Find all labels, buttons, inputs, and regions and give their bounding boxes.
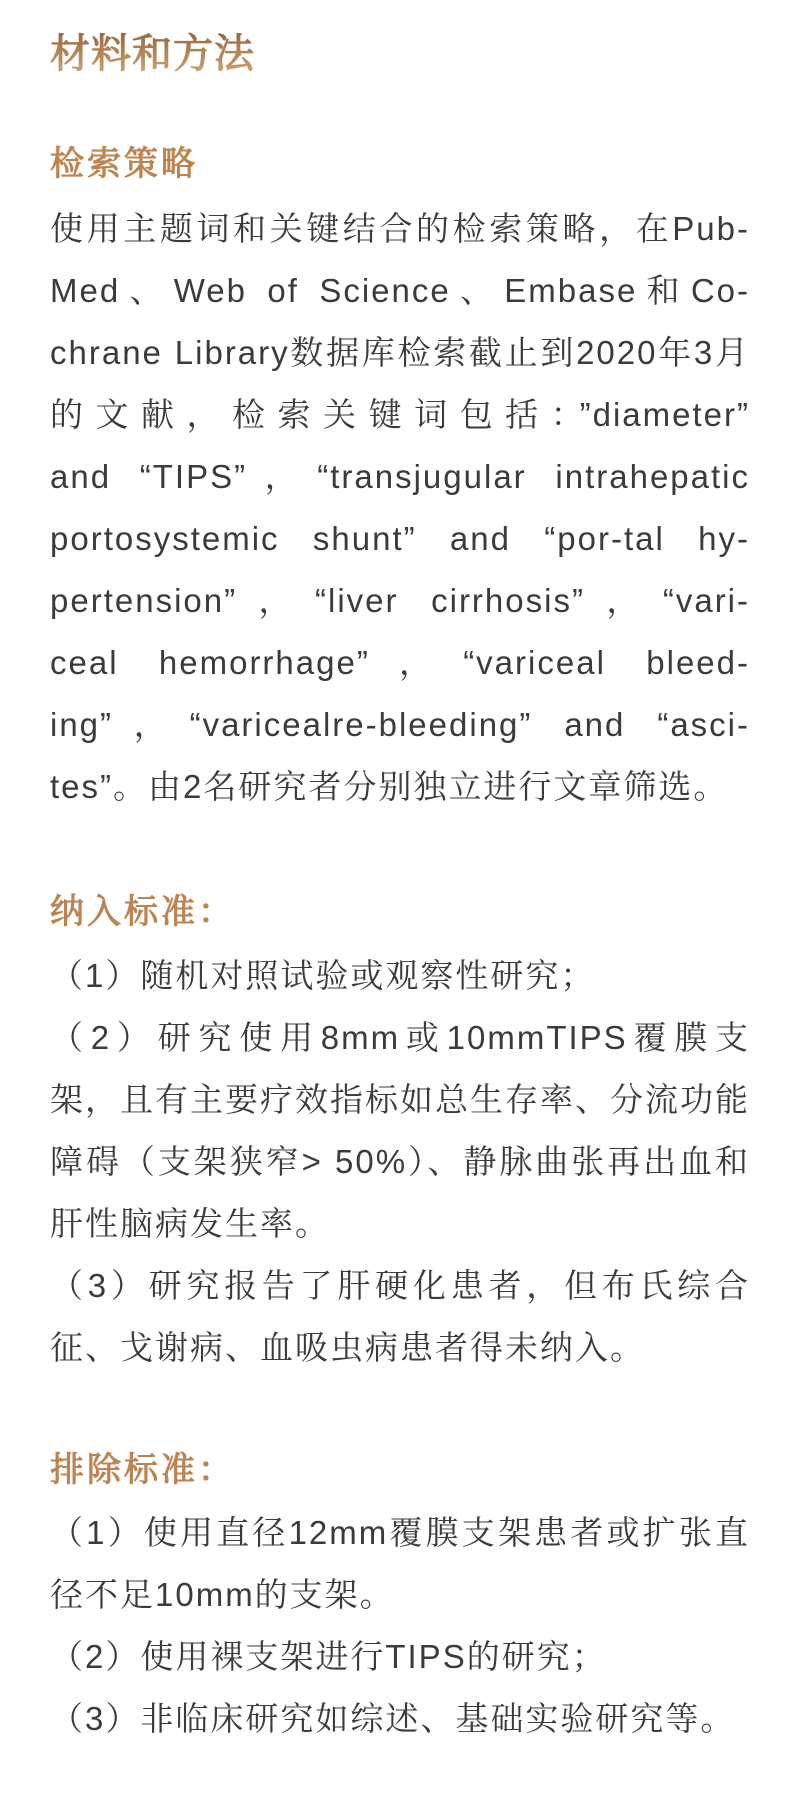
paragraph-search-strategy xyxy=(50,198,750,818)
text-line: chrane Library数据库检索截止到2020年3月 xyxy=(50,334,750,371)
section-heading-exclusion-criteria: 排除标准： xyxy=(50,1451,235,1489)
text-line: （3）非临床研究如综述、基础实验研究等。 xyxy=(50,1700,736,1737)
text-line: （2）研究使用8mm或10mmTIPS覆膜支 xyxy=(50,1019,750,1056)
text-line: 径不足10mm的支架。 xyxy=(50,1576,395,1613)
text-line: （1）使用直径12mm覆膜支架患者或扩张直 xyxy=(50,1514,750,1551)
text-line: 肝性脑病发生率。 xyxy=(50,1205,330,1242)
section-heading-inclusion-criteria: 纳入标准： xyxy=(50,893,235,931)
text-line: portosystemic shunt” and “por-tal hy- xyxy=(50,520,750,557)
page-title: 材料和方法 xyxy=(50,30,750,78)
text-line: Med、Web of Science、Embase和Co- xyxy=(50,272,750,309)
list-exclusion-criteria xyxy=(50,1502,750,1750)
text-line: （2）使用裸支架进行TIPS的研究； xyxy=(50,1638,607,1675)
text-line: pertension”，“liver cirrhosis”，“vari- xyxy=(50,582,750,619)
list-inclusion-criteria xyxy=(50,945,750,1379)
text-line: （3）研究报告了肝硬化患者，但布氏综合 xyxy=(50,1267,750,1304)
text-line: ceal hemorrhage”，“variceal bleed- xyxy=(50,644,750,681)
text-line: and “TIPS”，“transjugular intrahepatic xyxy=(50,458,750,495)
text-line: ing”，“varicealre-bleeding” and “asci- xyxy=(50,706,750,743)
text-line: tes”。由2名研究者分别独立进行文章筛选。 xyxy=(50,768,729,805)
text-line: 架，且有主要疗效指标如总生存率、分流功能 xyxy=(50,1081,750,1118)
section-exclusion-criteria xyxy=(50,1450,750,1750)
text-line: 的文献，检索关键词包括：”diameter” xyxy=(50,396,750,433)
section-heading-search-strategy: 检索策略 xyxy=(50,145,198,183)
text-line: 使用主题词和关键结合的检索策略，在Pub- xyxy=(50,210,750,247)
text-line: 障碍（支架狭窄> 50%）、静脉曲张再出血和 xyxy=(50,1143,750,1180)
text-line: 征、戈谢病、血吸虫病患者得未纳入。 xyxy=(50,1329,645,1366)
section-search-strategy xyxy=(50,144,750,818)
text-line: （1）随机对照试验或观察性研究； xyxy=(50,957,596,994)
section-inclusion-criteria xyxy=(50,892,750,1379)
document-page xyxy=(0,30,800,1750)
